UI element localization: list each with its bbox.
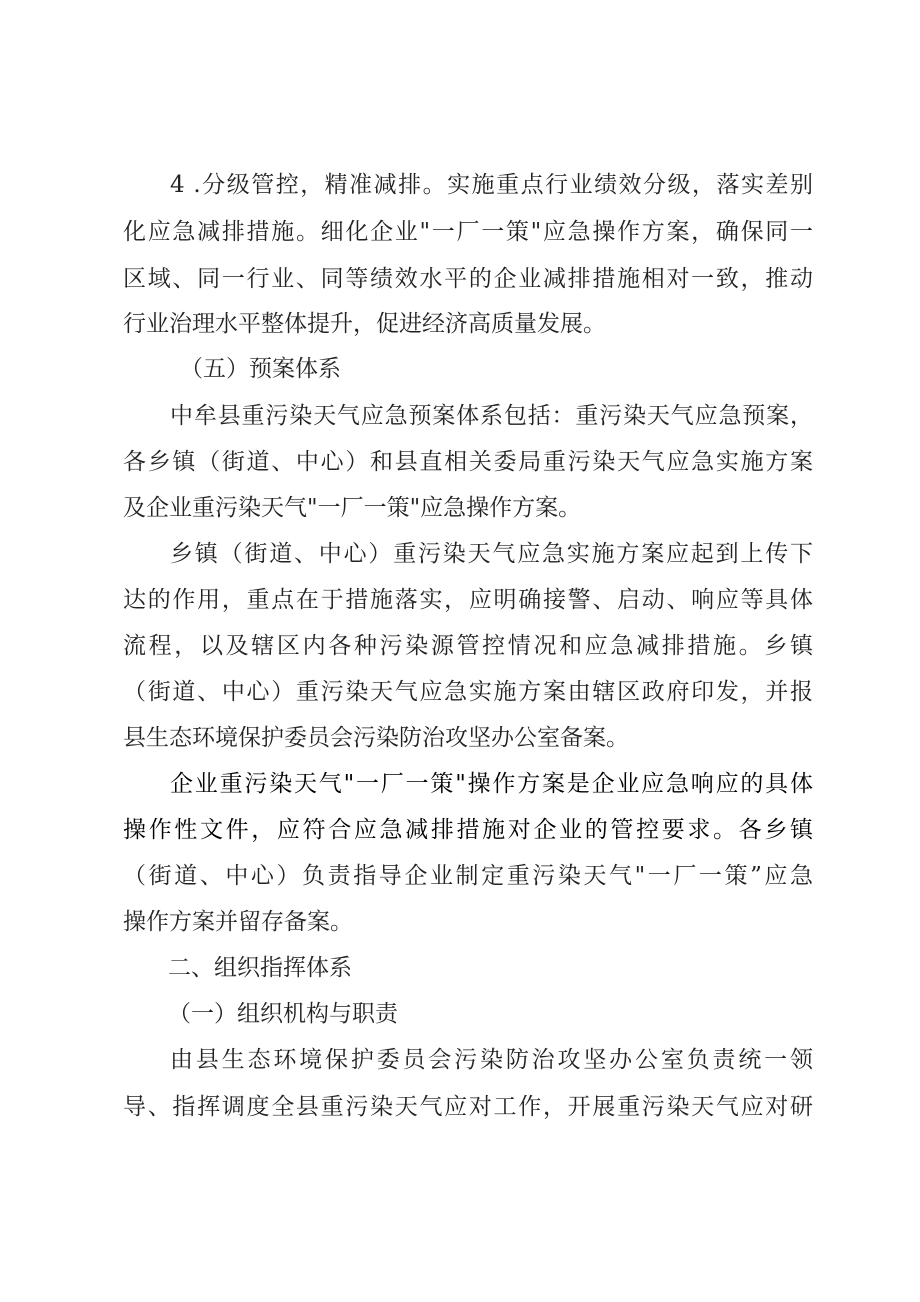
paragraph-line: 导、指挥调度全县重污染天气应对工作，开展重污染天气应对研 <box>123 1094 813 1120</box>
paragraph-line: 达的作用，重点在于措施落实，应明确接警、启动、响应等具体 <box>123 587 813 613</box>
paragraph-line: 县生态环境保护委员会污染防治攻坚办公室备案。 <box>123 725 629 751</box>
paragraph-line: （街道、中心）重污染天气应急实施方案由辖区政府印发，并报 <box>123 679 813 705</box>
paragraph-line: 区域、同一行业、同等绩效水平的企业减排措施相对一致，推动 <box>123 266 813 292</box>
paragraph-line: 4 .分级管控，精准减排。实施重点行业绩效分级，落实差别 <box>170 172 813 198</box>
paragraph-line: 由县生态环境保护委员会污染防治攻坚办公室负责统一领 <box>170 1047 813 1073</box>
paragraph-line: （街道、中心）负责指导企业制定重污染天气"一厂一策”应急 <box>123 863 813 889</box>
paragraph-line: 化应急减排措施。细化企业"一厂一策"应急操作方案，确保同一 <box>123 219 813 245</box>
paragraph-line: 各乡镇（街道、中心）和县直相关委局重污染天气应急实施方案 <box>123 449 813 475</box>
paragraph-line: 行业治理水平整体提升，促进经济高质量发展。 <box>123 311 606 337</box>
paragraph-line: 乡镇（街道、中心）重污染天气应急实施方案应起到上传下 <box>170 541 813 567</box>
paragraph-line: 企业重污染天气"一厂一策"操作方案是企业应急响应的具体 <box>170 771 813 797</box>
section-heading: （五）预案体系 <box>180 356 341 382</box>
paragraph-line: 中牟县重污染天气应急预案体系包括：重污染天气应急预案， <box>170 403 813 429</box>
paragraph-line: 及企业重污染天气"一厂一策"应急操作方案。 <box>123 495 582 521</box>
paragraph-line: 操作性文件，应符合应急减排措施对企业的管控要求。各乡镇 <box>123 817 813 843</box>
paragraph-line: 操作方案并留存备案。 <box>123 909 353 935</box>
section-heading: （一）组织机构与职责 <box>168 1001 398 1027</box>
chapter-heading: 二、组织指挥体系 <box>168 955 352 981</box>
paragraph-line: 流程，以及辖区内各种污染源管控情况和应急减排措施。乡镇 <box>123 633 813 659</box>
